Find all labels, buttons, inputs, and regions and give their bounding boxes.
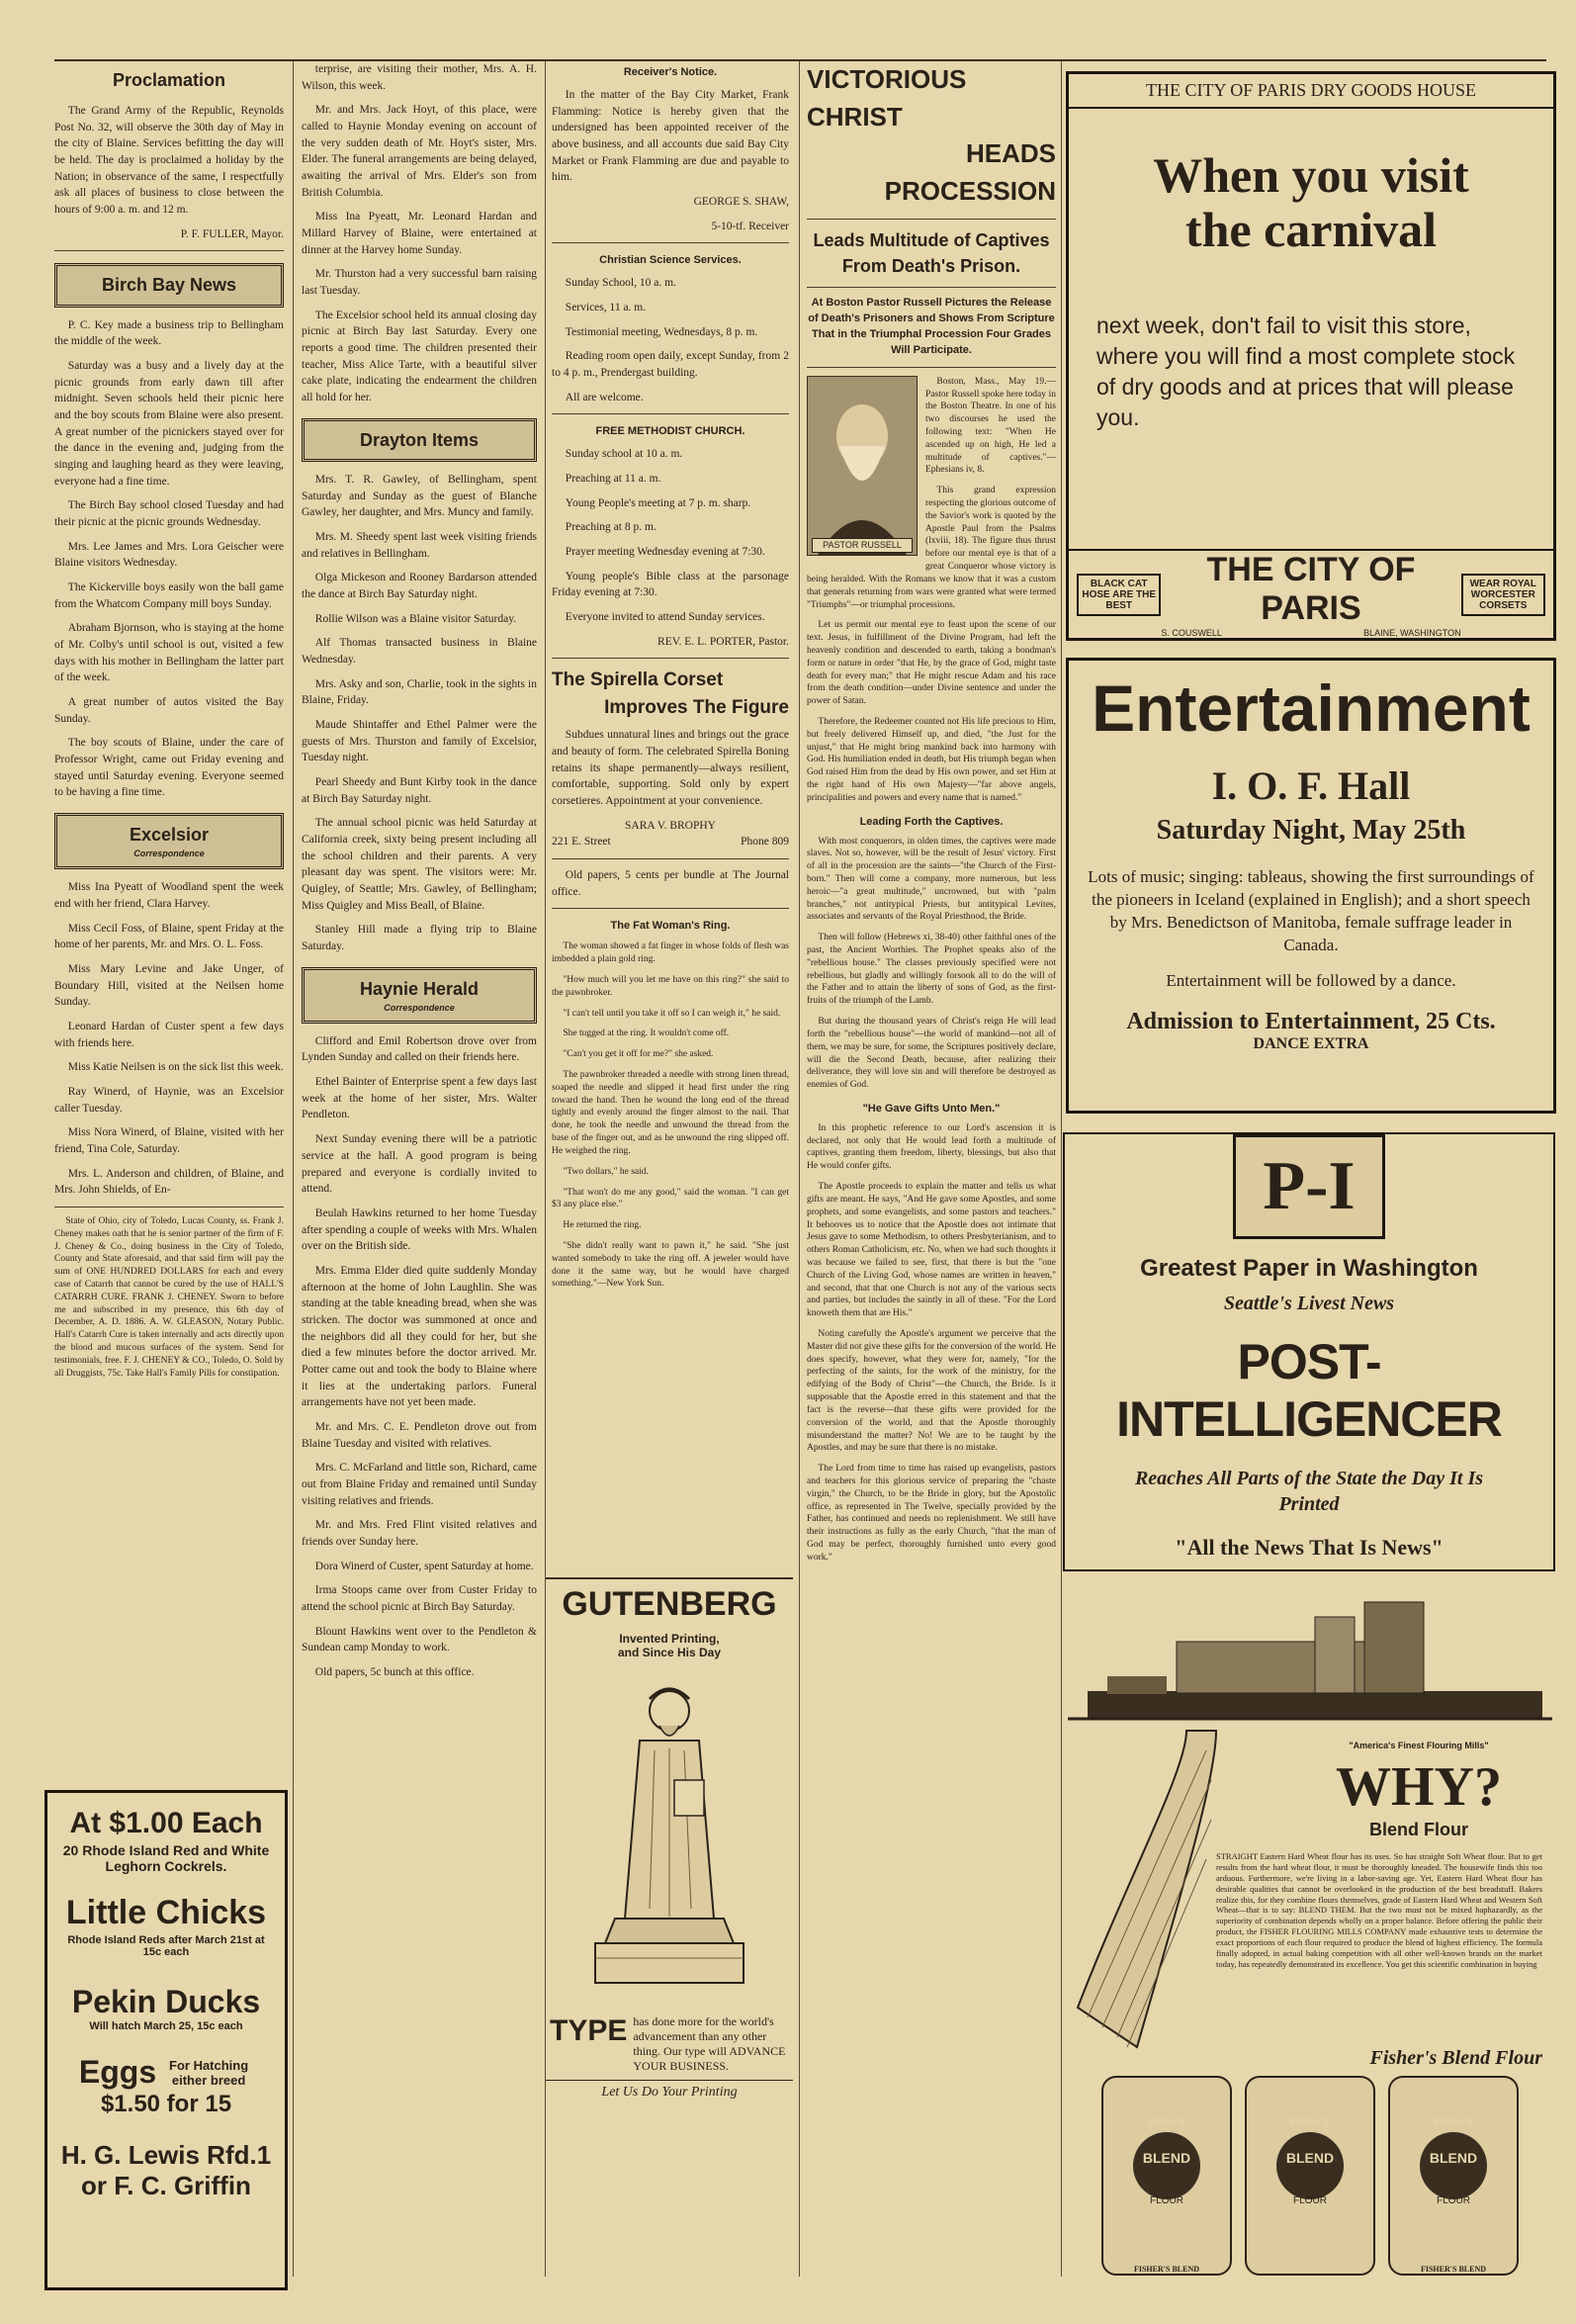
portrait-caption: PASTOR RUSSELL bbox=[812, 538, 913, 553]
paragraph: "How much will you let me have on this ring?" she said to the pawnbroker. bbox=[552, 974, 789, 998]
spirella-address: 221 E. Street bbox=[552, 836, 611, 849]
sack-top: Fisher's bbox=[1434, 2116, 1473, 2128]
gutenberg-subtitle-2: and Since His Day bbox=[617, 1646, 722, 1659]
christian-science-title: Christian Science Services. bbox=[599, 254, 742, 267]
type-word: TYPE bbox=[550, 2014, 628, 2047]
gutenberg-title: GUTENBERG bbox=[562, 1585, 777, 1623]
divider bbox=[552, 413, 789, 414]
black-cat-box: BLACK CAT HOSE ARE THE BEST bbox=[1077, 574, 1161, 616]
sack-top: Fisher's bbox=[1290, 2116, 1330, 2128]
divider bbox=[552, 858, 789, 859]
paragraph: Irma Stoops came over from Custer Friday to attend the school picnic at Birch Bay Saturday. bbox=[302, 1584, 537, 1613]
paragraph: Sunday School, 10 a. m. bbox=[565, 277, 676, 290]
paragraph: Miss Nora Winerd, of Blaine, visited with her friend, Tina Cole, Saturday. bbox=[54, 1126, 284, 1155]
paragraph: Preaching at 8 p. m. bbox=[565, 521, 657, 534]
chicks-cockrels: 20 Rhode Island Red and White Leghorn Cockrels. bbox=[62, 1842, 270, 1874]
catarrh-legal-notice: State of Ohio, city of Toledo, Lucas County, ss. Frank J. Cheney makes oath that he is senior partner of the firm of F. J. Cheney & Co., doing business in the City of Toledo, County and State aforesaid, and that said firm will pay the sum of ONE HUNDRED DOLLARS for each and every case of Catarrh that cannot be cured by the use of HALL'S CATARRH CURE. FRANK J. CHENEY. Sworn to before me and subscribed in my presence, this 6th day of December, A. D. 1886. A. W. GLEASON, Notary Public. Hall's Catarrh Cure is taken internally and acts directly upon the blood and mucous surfaces of the system. Send for testimonials, free. F. J. CHENEY & CO., Toledo, O. Sold by all Druggists, 75c. Take Hall's Family Pills for constipation. bbox=[54, 1215, 284, 1379]
sack-flour: FLOUR bbox=[1150, 2195, 1183, 2206]
column-rule bbox=[293, 61, 294, 2277]
event-date: Saturday Night, May 25th bbox=[1156, 815, 1466, 847]
paragraph: Blount Hawkins went over to the Pendleton & Sundean camp Monday to work. bbox=[302, 1625, 537, 1654]
paragraph: Rollie Wilson was a Blaine visitor Saturday. bbox=[314, 612, 517, 625]
proclamation-text: The Grand Army of the Republic, Reynolds Post No. 32, will observe the 30th day of May in the city of Blaine. Services befitting the day will be held. The day is proclaimed a holiday by the Nation; in observance of the same, I respectfully ask all places of business to close between the hours of 9:00 a. m. and 12 m. bbox=[54, 105, 284, 217]
paragraph: Ethel Bainter of Enterprise spent a few days last week at the home of her sister, Mrs. Walter Pendleton. bbox=[302, 1076, 537, 1121]
victorious-headline-1: VICTORIOUS CHRIST bbox=[807, 64, 967, 132]
eggs-title: Eggs bbox=[78, 2054, 157, 2090]
paragraph: The Lord from time to time has raised up evangelists, pastors and teachers for this glorious service of preparing the "chaste virgin," the Church, to be the Bride in glory, but the Apostolic office, as represented in The Twelve, specially provided by the Father, has continued and needs no replenishment. We still have their instructions as fully as the early Church, "that the man of God may be perfect, thoroughly furnished unto every good work." bbox=[807, 1464, 1056, 1563]
receiver-signature-2: 5-10-tf. Receiver bbox=[711, 220, 789, 232]
paragraph: Miss Cecil Foss, of Blaine, spent Friday at the home of her parents, Mr. and Mrs. O. L. Foss. bbox=[54, 922, 284, 951]
divider bbox=[807, 367, 1056, 368]
haynie-subtitle: Correspondence bbox=[384, 1002, 455, 1013]
eggs-row bbox=[47, 2054, 285, 2091]
paragraph: Noting carefully the Apostle's argument we perceive that the Master did not give these gifts for the conversion of the world. He does specify, however, what they were for, namely, "for the perfecting of the saints, for the work of the ministry, for the edifying of the Body of Christ"—the Church, the Bride. Is it supposable that the Apostle erred in this statement and that the fact is the reverse—that these gifts were provided for the conversion of the world, and that the Apostle thoroughly misunderstand the matter? No! We are to be taught by the Apostles, and may be sure that there is no mistake. bbox=[807, 1329, 1056, 1454]
paragraph: Mr. and Mrs. Jack Hoyt, of this place, were called to Haynie Monday evening on account of the very sudden death of Mr. Hoyt's sister, Mrs. Elder. The funeral arrangements are being delayed, awaiting the arrival of Mrs. Elder's son from British Columbia. bbox=[302, 104, 537, 199]
type-row bbox=[550, 2014, 789, 2074]
victorious-subheadline: Leads Multitude of Captives From Death's Prison. bbox=[813, 229, 1050, 276]
paragraph: Miss Ina Pyeatt, Mr. Leonard Hardan and Millard Harvey of Blaine, were entertained at dinner at the Harvey home Sunday. bbox=[302, 211, 537, 256]
paragraph: Testimonial meeting, Wednesdays, 8 p. m. bbox=[565, 325, 758, 338]
sack-name: BLEND bbox=[1285, 2150, 1335, 2166]
paragraph: Beulah Hawkins returned to her home Tuesday after spending a couple of weeks with Mrs. Whalen over on the British side. bbox=[302, 1207, 537, 1253]
pi-reaches: Reaches All Parts of the State the Day It Is Printed bbox=[1134, 1468, 1484, 1515]
paragraph: Old papers, 5c bunch at this office. bbox=[314, 1665, 475, 1678]
fisher-flour-ad bbox=[1068, 1582, 1552, 2294]
paragraph: With most conquerors, in olden times, the captives were made slaves. Not so, however, will be the result of Jesus' victory. First of all in the procession are the saints—"the Church of the First-born." Then will come a company, more numerous, but less heroic—"a great multitude," uncrowned, but with "palm branches," not antitypical Priests, but antitypical Levites, associates and servants of the Royal Priesthood, the Bride. bbox=[807, 836, 1056, 923]
paris-headline-2: the carnival bbox=[1184, 202, 1438, 257]
paragraph: Reading room open daily, except Sunday, from 2 to 4 p. m., Prendergast building. bbox=[552, 350, 789, 379]
paragraph: He returned the ring. bbox=[563, 1220, 642, 1231]
sack-name: BLEND bbox=[1142, 2150, 1191, 2166]
paragraph: The woman showed a fat finger in whose folds of flesh was imbedded a plain gold ring. bbox=[552, 941, 789, 965]
paragraph: Clifford and Emil Robertson drove over from Lynden Sunday and called on their friends here. bbox=[302, 1034, 537, 1064]
paragraph: Miss Mary Levine and Jake Unger, of Boundary Hill, visited at the Neilsen home Sunday. bbox=[54, 962, 284, 1009]
paragraph: The Excelsior school held its annual closing day picnic at Birch Bay last Saturday. Every one reports a good time. The children presented their teacher, Miss Alice Tarte, with a beautiful silver cake plate, indicating the endearment the children all hold for her. bbox=[302, 309, 537, 404]
paragraph: Miss Ina Pyeatt of Woodland spent the week end with her friend, Clara Harvey. bbox=[54, 881, 284, 910]
city-of-paris-ad bbox=[1066, 71, 1556, 641]
paragraph: Mr. and Mrs. C. E. Pendleton drove out from Blaine Tuesday and visited with relatives. bbox=[302, 1420, 537, 1450]
hall-name: I. O. F. Hall bbox=[1211, 763, 1411, 809]
paragraph: Everyone invited to attend Sunday services. bbox=[565, 610, 765, 623]
free-methodist-title: FREE METHODIST CHURCH. bbox=[595, 425, 745, 438]
birch-bay-banner bbox=[54, 263, 284, 307]
sack-flour: FLOUR bbox=[1293, 2195, 1327, 2206]
paragraph: Mrs. Emma Elder died quite suddenly Monday afternoon at the home of John Laughlin. She was standing at the table kneading bread, when she was stricken. The doctor was summoned at once and the neighbors did all they could for her, but she died a few minutes before the doctor arrived. Mr. Potter came out and took the body to Blaine where it lies at the undertaking parlors. Funeral arrangements have not yet been made. bbox=[302, 1264, 537, 1409]
paragraph: "I can't tell until you take it off so I can weigh it," he said. bbox=[563, 1008, 781, 1019]
pi-logo: P-I bbox=[1263, 1148, 1356, 1224]
drayton-title: Drayton Items bbox=[359, 429, 480, 450]
sack-name: BLEND bbox=[1429, 2150, 1478, 2166]
excelsior-title: Excelsior bbox=[129, 825, 210, 846]
haynie-title: Haynie Herald bbox=[359, 978, 480, 999]
proclamation-signature: P. F. FULLER, Mayor. bbox=[180, 227, 284, 240]
sack-label-1 bbox=[1102, 2116, 1231, 2206]
paris-owner: S. COUSWELL bbox=[1161, 628, 1222, 638]
why-headline: WHY? bbox=[1336, 1756, 1502, 1818]
spirella-name: SARA V. BROPHY bbox=[625, 819, 716, 832]
paragraph: The pawnbroker threaded a needle with strong linen thread, soaped the needle and slipped it head first under the ring toward the hand. Then he wound the long end of the thread tightly and evenly around the finger almost to the nail. That done, he took the needle and unwound the thread from the base of the finger out, and as he unwound the ring slipped off. He weighed the ring. bbox=[552, 1070, 789, 1156]
paragraph: Sunday school at 10 a. m. bbox=[565, 448, 683, 461]
receiver-text: In the matter of the Bay City Market, Frank Flamming: Notice is hereby given that the undersigned has been appointed receiver of the above business, and all accounts due said Bay City Market or Frank Flamming are due and payable to him. bbox=[552, 88, 789, 184]
paragraph: A great number of autos visited the Bay Sunday. bbox=[54, 696, 284, 725]
paragraph: Olga Mickeson and Rooney Bardarson attended the dance at Birch Bay Saturday night. bbox=[302, 572, 537, 600]
paragraph: Mrs. T. R. Gawley, of Bellingham, spent Saturday and Sunday as the guest of Blanche Gawley, her daughter, and Mrs. Muncy and family. bbox=[302, 473, 537, 519]
paragraph: Then will follow (Hebrews xi, 38-40) other faithful ones of the past, the Ancient Worthies. The Prophet speaks also of the "rebellious house." The classes previously specified were not rebellious, but gladly and willingly forsook all to do the will of the Father and to attain the liberty of sons of God, as the first-fruits of the triumph of the Lamb. bbox=[807, 933, 1056, 1007]
divider bbox=[54, 250, 284, 251]
receiver-signature: GEORGE S. SHAW, bbox=[693, 195, 789, 208]
fishers-brand: Fisher's Blend Flour bbox=[1369, 2047, 1542, 2069]
paragraph: Young People's meeting at 7 p. m. sharp. bbox=[565, 496, 751, 509]
paris-footer bbox=[1069, 549, 1553, 638]
paragraph: Preaching at 11 a. m. bbox=[565, 472, 661, 485]
paris-body: next week, don't fail to visit this store, where you will find a most complete stock of dry goods and at prices that will please you. bbox=[1096, 313, 1516, 431]
excelsior-paras bbox=[54, 879, 284, 1199]
paragraph: P. C. Key made a business trip to Bellingham the middle of the week. bbox=[54, 318, 284, 348]
paris-store-name: THE CITY OF PARIS bbox=[1206, 551, 1416, 627]
paragraph: The Birch Bay school closed Tuesday and had their picnic at the picnic grounds Wednesday. bbox=[54, 499, 284, 528]
pi-logo-box bbox=[1233, 1134, 1385, 1239]
paragraph: Boston, Mass., May 19.—Pastor Russell spoke here today in the Boston Theatre. In one of his two discourses he used the following text: "When He ascended up on high, He led a multitude of captives."—Ephesians iv, 8. bbox=[925, 376, 1056, 476]
paragraph: Mrs. Asky and son, Charlie, took in the sights in Blaine, Friday. bbox=[302, 677, 537, 707]
paragraph: Stanley Hill made a flying trip to Blaine Saturday. bbox=[302, 924, 537, 952]
paragraph: Mr. Thurston had a very successful barn raising last Tuesday. bbox=[302, 268, 537, 298]
sack-label-3 bbox=[1389, 2116, 1518, 2206]
chicks-ad bbox=[44, 1790, 288, 2290]
dance-extra: DANCE EXTRA bbox=[1253, 1035, 1369, 1053]
paragraph: Mr. and Mrs. Fred Flint visited relatives and friends over Sunday here. bbox=[302, 1519, 537, 1548]
sermon-subheading-1: Leading Forth the Captives. bbox=[859, 815, 1004, 828]
sack-top: Fisher's bbox=[1147, 2116, 1186, 2128]
entertainment-ad bbox=[1066, 658, 1556, 1114]
drayton-banner bbox=[302, 418, 537, 462]
entertainment-title: Entertainment bbox=[1092, 671, 1531, 745]
haynie-paras bbox=[302, 1033, 537, 1681]
paragraph: Saturday was a busy and a lively day at the picnic grounds from early dawn till after midnight. Seven schools held their picnic here and the boy scouts from Blaine were also present. A great number of the picnickers stayed over for the dance in the evening and, judging from the singing and laughing heard as they were leaving, everyone had a fine time. bbox=[54, 359, 284, 488]
paragraph: This grand expression respecting the glorious outcome of the Savior's work is quoted by the Apostle Paul from the Psalms (lxviii, 18). The figure thus thrust before our mental eye is that of a great Conqueror whose victory is being heralded. With the Romans we know that it was a custom that generals returning from wars were granted what were termed "Triumphs"—or triumphal processions. bbox=[807, 486, 1056, 610]
paragraph: "She didn't really want to pawn it," he said. "She just wanted somebody to take the ring off. A jeweler would have done it the same way, but he would have charged something."—New York Sun. bbox=[552, 1240, 789, 1290]
excelsior-subtitle: Correspondence bbox=[133, 849, 205, 859]
paragraph: Prayer meeting Wednesday evening at 7:30. bbox=[565, 545, 765, 558]
paragraph: Young people's Bible class at the parsonage Friday evening at 7:30. bbox=[552, 570, 789, 599]
paragraph: "Can't you get it off for me?" she asked. bbox=[563, 1049, 714, 1060]
pi-livest: Seattle's Livest News bbox=[1223, 1293, 1395, 1314]
flour-tagline: "America's Finest Flouring Mills" bbox=[1349, 1741, 1489, 1750]
paragraph: Mrs. L. Anderson and children, of Blaine, and Mrs. John Shields, of En- bbox=[54, 1167, 284, 1197]
paris-location: BLAINE, WASHINGTON bbox=[1363, 628, 1461, 638]
spirella-headline-2: Improves The Figure bbox=[604, 696, 789, 718]
dance-follows: Entertainment will be followed by a dance. bbox=[1166, 971, 1456, 991]
paragraph: Therefore, the Redeemer counted not His life precious to Him, but freely delivered Himself up, and died, "the Just for the unjust," that He might bring mankind back into harmony with God. His humiliation ended in death, but His triumph began when God raised Him from the dead by His own power, and set Him at the right hand of His own Majesty—"far above angels, principalities and powers and every name that is named." bbox=[807, 717, 1056, 803]
gutenberg-ad bbox=[546, 1577, 793, 2281]
excelsior-banner bbox=[54, 813, 284, 869]
event-description: Lots of music; singing: tableaus, showing the first surroundings of the pioneers in Iceland (explained in English); and a short speech by Mrs. Benedictson of Manitoba, female suffrage leader in Canada. bbox=[1088, 867, 1534, 955]
proclamation-title: Proclamation bbox=[112, 70, 226, 90]
gutenberg-subtitle-1: Invented Printing, bbox=[619, 1632, 720, 1646]
paragraph: Services, 11 a. m. bbox=[565, 301, 647, 313]
paragraph: All are welcome. bbox=[565, 391, 644, 403]
divider bbox=[552, 658, 789, 659]
paragraph: "Two dollars," he said. bbox=[563, 1166, 649, 1177]
birch-bay-paras bbox=[54, 317, 284, 801]
paragraph: Next Sunday evening there will be a patriotic service at the hall. A good program is being prepared and everyone is cordially invited to attend. bbox=[302, 1133, 537, 1196]
paragraph: Ray Winerd, of Haynie, was an Excelsior caller Tuesday. bbox=[54, 1085, 284, 1115]
paris-sub bbox=[1161, 628, 1460, 638]
printing-slogan: Let Us Do Your Printing bbox=[546, 2080, 793, 2101]
pastor-russell-portrait bbox=[807, 376, 918, 556]
paragraph: The Kickerville boys easily won the ball game from the Whatcom Company mill boys Sunday. bbox=[54, 581, 284, 610]
chicks-price: At $1.00 Each bbox=[69, 1807, 263, 1839]
column-4 bbox=[807, 61, 1056, 2286]
fat-woman-story bbox=[552, 940, 789, 1291]
paragraph: Alf Thomas transacted business in Blaine Wednesday. bbox=[302, 637, 537, 666]
drayton-paras bbox=[302, 472, 537, 955]
sack-flour: FLOUR bbox=[1437, 2195, 1470, 2206]
royal-worcester-box: WEAR ROYAL WORCESTER CORSETS bbox=[1461, 574, 1545, 616]
pekin-ducks-detail: Will hatch March 25, 15c each bbox=[89, 2020, 243, 2032]
paris-name-block bbox=[1161, 551, 1460, 638]
eggs-detail: For Hatching either breed bbox=[169, 2057, 249, 2088]
seller-2: or F. C. Griffin bbox=[81, 2171, 251, 2200]
receiver-title: Receiver's Notice. bbox=[623, 66, 718, 78]
paris-headline-1: When you visit bbox=[1153, 147, 1469, 203]
pi-slogan: "All the News That Is News" bbox=[1175, 1535, 1444, 1560]
paragraph: Let us permit our mental eye to feast upon the scene of our text. Jesus, in fulfillment of the Divine Program, had left the heavenly condition and descended to earth, taking a bondman's form or nature in order "that He, by the grace of God, might taste death for every man;" that He might rescue Adam and his race from the death condition—under Divine sentence and under the power of Satan. bbox=[807, 620, 1056, 707]
sack-label-2 bbox=[1246, 2116, 1374, 2206]
column-2 bbox=[302, 61, 537, 2286]
sack-footer: FISHER'S BLEND bbox=[1133, 2265, 1200, 2274]
birch-bay-title: Birch Bay News bbox=[101, 275, 237, 296]
paragraph: But during the thousand years of Christ's reign He will lead forth the "rebellious house"—the world of mankind—not all of them, we may be sure, for some, the Scriptures positively declare, will die the Second Death, because, after realizing their deliverance, they will love sin and will therefore be destroyed as enemies of God. bbox=[807, 1017, 1056, 1091]
pi-greatest: Greatest Paper in Washington bbox=[1140, 1255, 1478, 1282]
column-3 bbox=[552, 61, 789, 1574]
paragraph: The Apostle proceeds to explain the matter and tells us what gifts are meant. He says, "And He gave some Apostles, and some prophets, and some evangelists, and some pastors and teachers." It behooves us to notice that the Apostle does not intimate that Jesus gave to some Methodism, to others Presbyterianism, and to others Roman Catholicism, etc. No, when we had such thoughts it was because we failed to see, first, that there is but the "one Church of the Living God, whose names are written in heaven," and second, that that one Church is not any of the various sects and parties, but includes the saintly in all of these. "For the Lord knoweth them that are His." bbox=[807, 1182, 1056, 1319]
blend-flour-sub: Blend Flour bbox=[1369, 1820, 1468, 1839]
paragraph: Mrs. C. McFarland and little son, Richard, came out from Blaine Friday and remained until Sunday visiting relatives and friends. bbox=[302, 1462, 537, 1507]
paragraph: Maude Shintaffer and Ethel Palmer were the guests of Mrs. Thurston and family of Excelsior, Tuesday night. bbox=[302, 718, 537, 764]
divider bbox=[552, 908, 789, 909]
paragraph: Pearl Sheedy and Bunt Kirby took in the dance at Birch Bay Saturday night. bbox=[302, 775, 537, 805]
type-text: has done more for the world's advancement than any other thing. Our type will ADVANCE YOUR BUSINESS. bbox=[633, 2014, 786, 2073]
paragraph: She tugged at the ring. It wouldn't come off. bbox=[563, 1028, 730, 1039]
pastor-signature: REV. E. L. PORTER, Pastor. bbox=[657, 635, 789, 648]
divider bbox=[807, 287, 1056, 288]
spirella-text: Subdues unnatural lines and brings out the grace and beauty of form. The celebrated Spirella Boning retains its shape permanently—always resilient, comfortable, supporting. Sold only by expert corsetieres. Appointment at your convenience. bbox=[552, 729, 789, 808]
admission-price: Admission to Entertainment, 25 Cts. bbox=[1126, 1009, 1496, 1035]
paragraph: In this prophetic reference to our Lord's ascension it is declared, not only that He would lead forth a multitude of captives, granting them freedom, liberty, blessings, but also that He would confer gifts. bbox=[807, 1122, 1056, 1172]
spirella-contact bbox=[552, 834, 789, 850]
old-papers-notice: Old papers, 5 cents per bundle at The Journal office. bbox=[552, 869, 789, 898]
paragraph: terprise, are visiting their mother, Mrs. A. H. Wilson, this week. bbox=[302, 63, 537, 92]
sermon-subheading-2: "He Gave Gifts Unto Men." bbox=[862, 1102, 1001, 1115]
paragraph: Miss Katie Neilsen is on the sick list this week. bbox=[67, 1061, 284, 1074]
fat-woman-title: The Fat Woman's Ring. bbox=[610, 920, 731, 933]
paragraph: The boy scouts of Blaine, under the care of Professor Wright, came out Friday evening and stayed until Saturday evening. Everyone seemed to be having a fine time. bbox=[54, 737, 284, 799]
paris-top-banner: THE CITY OF PARIS DRY GOODS HOUSE bbox=[1069, 74, 1553, 109]
little-chicks-detail: Rhode Island Reds after March 21st at 15c each bbox=[67, 1934, 265, 1958]
paragraph: Mrs. M. Sheedy spent last week visiting friends and relatives in Bellingham. bbox=[302, 530, 537, 560]
column-rule bbox=[1061, 61, 1062, 2277]
paragraph: "That won't do me any good," said the woman. "I can get $3 any place else." bbox=[552, 1187, 789, 1210]
flour-body: STRAIGHT Eastern Hard Wheat flour has its uses. So has straight Soft Wheat flour. But to get results from the hard wheat flour, it must be thoroughly kneaded. The housewife finds this too arduous. Furthermore, we're living in a labor-saving age. Yet, Eastern Hard Wheat flour has desirable qualities that cannot be overlooked in the production of the best breadstuff. Bakers realize this, for they combine flours themselves, grade of Eastern Hard Wheat and Western Soft Wheat—that is to say: BLEND THEM. But the two must not be mixed haphazardly, as the superiority of combination depends wholly on a proper balance. Before offering the public their product, the FISHER FLOURING MILLS COMPANY made exhaustive tests to determine the exact proportions of each flour required to produce the blend of highest efficiency. The formula finally adopted, in actual baking competition with all other well-known brands on the market today, has repeatedly demonstrated its excellence. You get this scientific combination in buying bbox=[1216, 1851, 1542, 1969]
seller-1: H. G. Lewis Rfd.1 bbox=[60, 2140, 272, 2170]
sack-footer: FISHER'S BLEND bbox=[1420, 2265, 1487, 2274]
gutenberg-statue-illustration bbox=[570, 1671, 768, 1998]
spirella-phone: Phone 809 bbox=[741, 836, 789, 849]
post-intelligencer-ad bbox=[1063, 1132, 1555, 1571]
column-rule bbox=[799, 61, 800, 2277]
paragraph: Leonard Hardan of Custer spent a few days with friends here. bbox=[54, 1020, 284, 1049]
paragraph: Dora Winerd of Custer, spent Saturday at home. bbox=[314, 1560, 534, 1572]
spirella-headline-1: The Spirella Corset bbox=[552, 670, 724, 691]
pekin-ducks-title: Pekin Ducks bbox=[71, 1984, 261, 2019]
eggs-price: $1.50 for 15 bbox=[100, 2091, 232, 2117]
portrait-illustration bbox=[808, 377, 917, 555]
paragraph: Mrs. Lee James and Mrs. Lora Geischer were Blaine visitors Wednesday. bbox=[54, 540, 284, 570]
haynie-banner bbox=[302, 967, 537, 1024]
paragraph: Abraham Bjornson, who is staying at the home of Mr. Colby's until school is out, visited a few days with his mother in Bellingham the latter part of the week. bbox=[54, 622, 284, 684]
divider bbox=[552, 242, 789, 243]
victorious-deck: At Boston Pastor Russell Pictures the Release of Death's Prisoners and Shows From Scripture That in the Triumphal Procession Four Grades Will Participate. bbox=[808, 296, 1055, 356]
pi-masthead: POST-INTELLIGENCER bbox=[1116, 1334, 1502, 1447]
divider bbox=[807, 219, 1056, 220]
paragraph: The annual school picnic was held Saturday at California creek, sixty being present including all the school children and their parents. A very pleasant day was spent. The visitors were: Mr. Quigley, of Seattle; Mrs. Gawley, of Bellingham; Miss Quigley and Miss Beall, of Blaine. bbox=[302, 817, 537, 912]
little-chicks-title: Little Chicks bbox=[65, 1894, 267, 1931]
victorious-headline-2: HEADS PROCESSION bbox=[884, 138, 1056, 207]
